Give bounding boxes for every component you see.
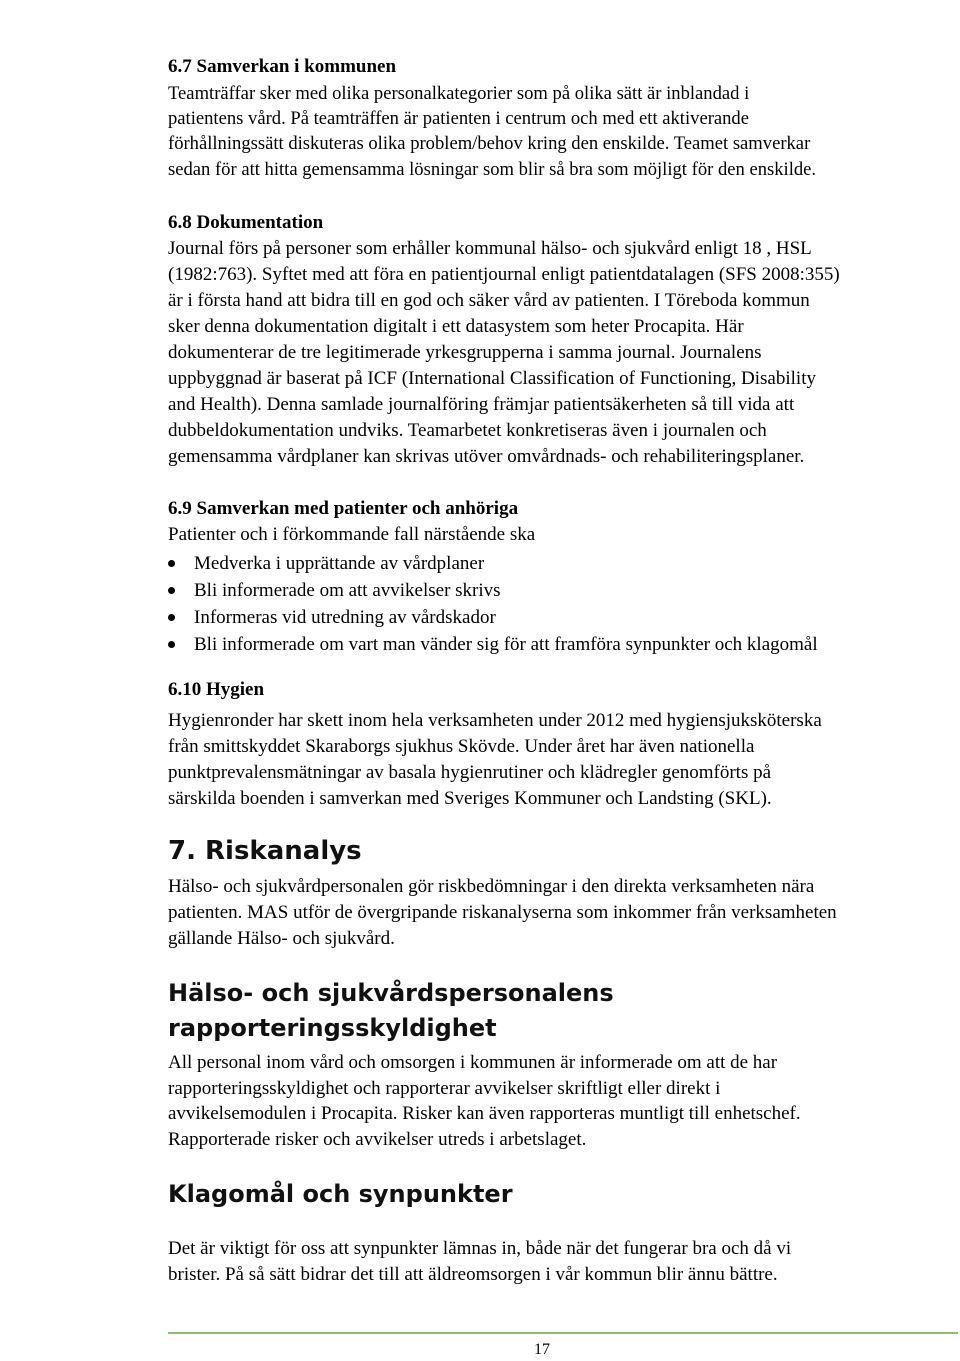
paragraph-line: Rapporterade risker och avvikelser utreds i arbetslaget. <box>168 1129 587 1150</box>
paragraph-line: All personal inom vård och omsorgen i kommunen är informerade om att de har <box>168 1052 778 1073</box>
section-6-10-heading: 6.10 Hygien <box>168 679 265 700</box>
paragraph-line: Patienter och i förkommande fall närstående ska <box>168 524 536 545</box>
reporting-duty-heading-line-1: Hälso- och sjukvårdspersonalens <box>168 979 614 1007</box>
list-item-text: Bli informerade om vart man vänder sig för att framföra synpunkter och klagomål <box>194 634 818 655</box>
reporting-duty-heading-line-2: rapporteringsskyldighet <box>168 1014 497 1042</box>
paragraph-line: förhållningssätt diskuteras olika problem/behov kring den enskilde. Teamet samverkar <box>168 133 811 154</box>
paragraph-line: brister. På så sätt bidrar det till att äldreomsorgen i vår kommun blir ännu bättre. <box>168 1264 778 1285</box>
paragraph-line: rapporteringsskyldighet och rapporterar avvikelser skriftligt eller direkt i <box>168 1078 721 1099</box>
paragraph-line: Hygienronder har skett inom hela verksamheten under 2012 med hygiensjuksköterska <box>168 710 822 731</box>
paragraph-line: särskilda boenden i samverkan med Sveriges Kommuner och Landsting (SKL). <box>168 788 772 809</box>
footer-rule <box>168 1332 958 1334</box>
paragraph-line: and Health). Denna samlade journalföring främjar patientsäkerheten så till vida att <box>168 394 795 415</box>
paragraph-line: Hälso- och sjukvårdpersonalen gör riskbedömningar i den direkta verksamheten nära <box>168 876 815 897</box>
paragraph-line: dokumenterar de tre legitimerade yrkesgrupperna i samma journal. Journalens <box>168 342 762 363</box>
list-item <box>168 632 928 658</box>
paragraph-line: Teamträffar sker med olika personalkategorier som på olika sätt är inblandad i <box>168 83 750 104</box>
paragraph-line: Journal förs på personer som erhåller kommunal hälso- och sjukvård enligt 18 , HSL <box>168 238 812 259</box>
list-item <box>168 578 928 604</box>
paragraph-line: gällande Hälso- och sjukvård. <box>168 928 395 949</box>
bullet-icon <box>168 587 175 594</box>
bullet-icon <box>168 614 175 621</box>
list-item <box>168 605 928 631</box>
paragraph-line: patienten. MAS utför de övergripande riskanalyserna som inkommer från verksamheten <box>168 902 837 923</box>
paragraph-line: Det är viktigt för oss att synpunkter lämnas in, både när det fungerar bra och då vi <box>168 1238 792 1259</box>
list-item <box>168 551 928 577</box>
bullet-icon <box>168 641 175 648</box>
bullet-icon <box>168 560 175 567</box>
list-item-text: Informeras vid utredning av vårdskador <box>194 607 496 628</box>
complaints-heading: Klagomål och synpunkter <box>168 1180 513 1208</box>
paragraph-line: punktprevalensmätningar av basala hygienrutiner och klädregler genomförts på <box>168 762 772 783</box>
paragraph-line: dubbeldokumentation undviks. Teamarbetet konkretiseras även i journalen och <box>168 420 767 441</box>
page-number: 17 <box>534 1341 550 1358</box>
paragraph-line: avvikelsemodulen i Procapita. Risker kan även rapporteras muntligt till enhetschef. <box>168 1103 801 1124</box>
section-6-9-heading: 6.9 Samverkan med patienter och anhöriga <box>168 498 519 519</box>
paragraph-line: uppbyggnad är baserat på ICF (International Classification of Functioning, Disability <box>168 368 816 389</box>
section-6-7-heading: 6.7 Samverkan i kommunen <box>168 56 397 77</box>
paragraph-line: patientens vård. På teamträffen är patienten i centrum och med ett aktiverande <box>168 108 749 129</box>
list-item-text: Bli informerade om att avvikelser skrivs <box>194 580 501 601</box>
paragraph-line: från smittskyddet Skaraborgs sjukhus Skövde. Under året har även nationella <box>168 736 755 757</box>
section-6-8-heading: 6.8 Dokumentation <box>168 212 324 233</box>
paragraph-line: (1982:763). Syftet med att föra en patientjournal enligt patientdatalagen (SFS 2008:355) <box>168 264 840 285</box>
paragraph-line: sker denna dokumentation digitalt i ett datasystem som heter Procapita. Här <box>168 316 744 337</box>
list-item-text: Medverka i upprättande av vårdplaner <box>194 553 485 574</box>
paragraph-line: gemensamma vårdplaner kan skrivas utöver omvårdnads- och rehabiliteringsplaner. <box>168 446 805 467</box>
section-7-heading: 7. Riskanalys <box>168 836 362 866</box>
paragraph-line: är i första hand att bidra till en god och säker vård av patienten. I Töreboda kommun <box>168 290 810 311</box>
paragraph-line: sedan för att hitta gemensamma lösningar som blir så bra som möjligt för den enskilde. <box>168 159 817 180</box>
